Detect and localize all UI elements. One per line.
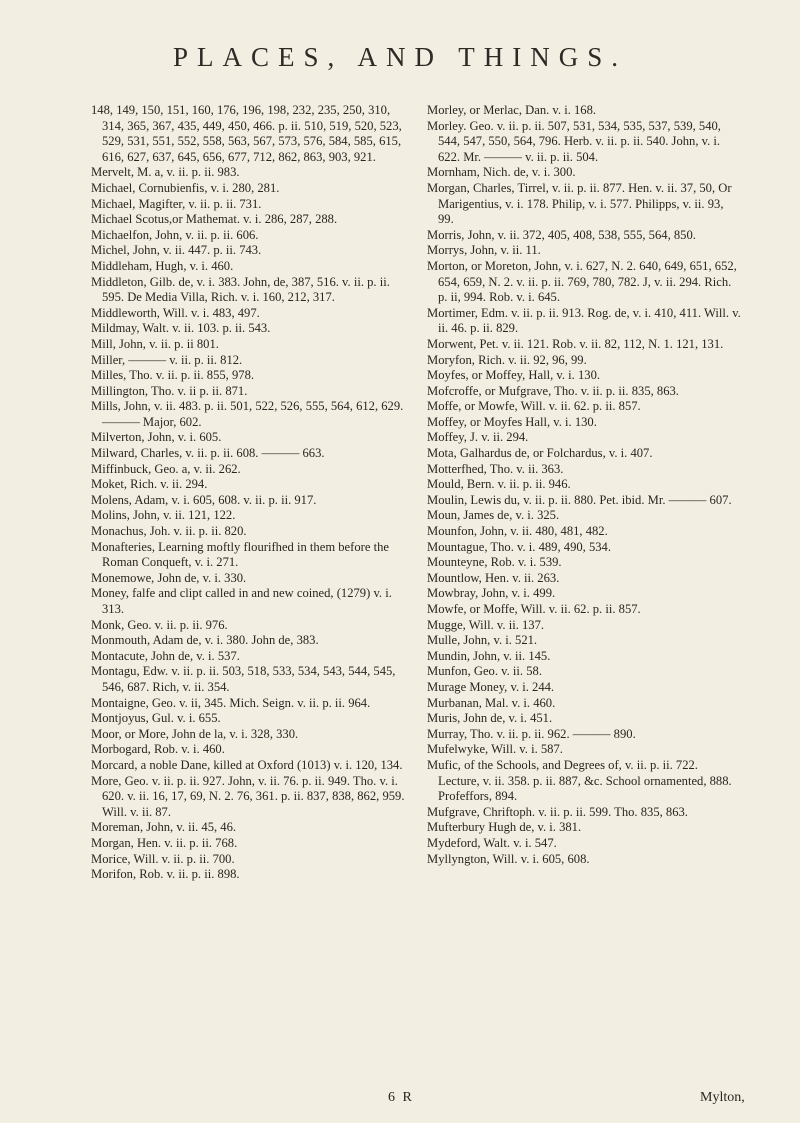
index-entry: Montjoyus, Gul. v. i. 655. — [91, 711, 221, 726]
index-entry: Mufic, of the Schools, and Degrees of, v. ii. p. ii. 722. Lecture, v. ii. 358. p. ii. 887, &c. School ornamented, 888. Profeffors, 894. — [427, 757, 732, 804]
index-entry: Miller, ——— v. ii. p. ii. 812. — [91, 352, 243, 367]
index-entry: Motterfhed, Tho. v. ii. 363. — [427, 461, 564, 476]
index-entry: Mould, Bern. v. ii. p. ii. 946. — [427, 477, 571, 492]
index-entry: Montagu, Edw. v. ii. p. ii. 503, 518, 533, 534, 543, 544, 545, 546, 687. Rich, v. ii. 354. — [91, 664, 396, 694]
signature-mark: 6 R — [388, 1090, 414, 1105]
index-entry: Mota, Galhardus de, or Folchardus, v. i. 407. — [427, 446, 653, 461]
index-entry: Michael Scotus,or Mathemat. v. i. 286, 287, 288. — [91, 212, 338, 227]
index-entry: Miffinbuck, Geo. a, v. ii. 262. — [91, 461, 241, 476]
index-entry: Morifon, Rob. v. ii. p. ii. 898. — [91, 867, 240, 882]
index-entry: Michaelfon, John, v. ii. p. ii. 606. — [91, 227, 259, 242]
index-entry: Mufgrave, Chriftoph. v. ii. p. ii. 599. Tho. 835, 863. — [427, 804, 688, 819]
index-entry: Millington, Tho. v. ii p. ii. 871. — [91, 383, 248, 398]
index-entry: Monmouth, Adam de, v. i. 380. John de, 383. — [91, 633, 319, 648]
index-entry: Mugge, Will. v. ii. 137. — [427, 617, 545, 632]
index-entry: Morwent, Pet. v. ii. 121. Rob. v. ii. 82, 112, N. 1. 121, 131. — [427, 336, 724, 351]
page-header: PLACES, AND THINGS. — [172, 42, 628, 72]
index-entry: Milward, Charles, v. ii. p. ii. 608. ——— 663. — [91, 446, 325, 461]
index-entry: Monk, Geo. v. ii. p. ii. 976. — [91, 617, 228, 632]
index-entry: Morgan, Charles, Tirrel, v. ii. p. ii. 877. Hen. v. ii. 37, 50, Or Marigentius, v. i. 178. Philip, v. i. 577. Philipps, v. ii. 93, 99. — [427, 180, 732, 227]
index-entry: Moffey, or Moyfes Hall, v. i. 130. — [427, 414, 597, 429]
index-entry: Moulin, Lewis du, v. ii. p. ii. 880. Pet. ibid. Mr. ——— 607. — [427, 492, 732, 507]
left-column — [91, 103, 405, 883]
index-entry: Molins, John, v. ii. 121, 122. — [91, 508, 236, 523]
index-entry: Moor, or More, John de la, v. i. 328, 330. — [91, 726, 299, 741]
index-entry: Morrys, John, v. ii. 11. — [427, 243, 541, 258]
index-entry: Morgan, Hen. v. ii. p. ii. 768. — [91, 835, 238, 850]
index-entry: Morcard, a noble Dane, killed at Oxford (1013) v. i. 120, 134. — [91, 757, 403, 772]
index-entry: Mildmay, Walt. v. ii. 103. p. ii. 543. — [91, 321, 271, 336]
index-entry: Mill, John, v. ii. p. ii 801. — [91, 336, 219, 351]
index-entry: Molens, Adam, v. i. 605, 608. v. ii. p. ii. 917. — [91, 492, 317, 507]
index-entry: Morice, Will. v. ii. p. ii. 700. — [91, 851, 235, 866]
index-entry: Mervelt, M. a, v. ii. p. ii. 983. — [91, 165, 240, 180]
right-column — [427, 103, 741, 883]
index-entry: Mounteyne, Rob. v. i. 539. — [427, 555, 562, 570]
index-entry: Middleworth, Will. v. i. 483, 497. — [91, 305, 260, 320]
index-entry: Mofcroffe, or Mufgrave, Tho. v. ii. p. ii. 835, 863. — [427, 383, 679, 398]
index-entry: Monachus, Joh. v. ii. p. ii. 820. — [91, 524, 247, 539]
index-entry: Morley. Geo. v. ii. p. ii. 507, 531, 534, 535, 537, 539, 540, 544, 547, 550, 564, 796. Herb. v. ii. p. ii. 540. John, v. i. 622. Mr. ——— v. ii. p. ii. 504. — [427, 118, 721, 164]
index-entry: Morton, or Moreton, John, v. i. 627, N. 2. 640, 649, 651, 652, 654, 659, N. 2. v. ii. p. ii. 769, 780, 782. J, v. ii. 294. Rich. p. ii, 994. Rob. v. i. 645. — [427, 258, 737, 305]
index-entry: Money, falfe and clipt called in and new coined, (1279) v. i. 313. — [91, 586, 392, 616]
index-entry: Mundin, John, v. ii. 145. — [427, 648, 551, 663]
index-entry: Montacute, John de, v. i. 537. — [91, 648, 240, 663]
index-entry: Murage Money, v. i. 244. — [427, 679, 555, 694]
index-entry: More, Geo. v. ii. p. ii. 927. John, v. ii. 76. p. ii. 949. Tho. v. i. 620. v. ii. 16, 17, 69, N. 2. 76, 361. p. ii. 837, 838, 862, 959. Will. v. ii. 87. — [91, 773, 405, 819]
index-entry: Milverton, John, v. i. 605. — [91, 430, 222, 445]
index-entry: Michael, Cornubienfis, v. i. 280, 281. — [91, 180, 280, 195]
index-entry: Moket, Rich. v. ii. 294. — [91, 477, 208, 492]
index-entry: Milles, Tho. v. ii. p. ii. 855, 978. — [91, 368, 255, 383]
index-entry: Montaigne, Geo. v. ii, 345. Mich. Seign. v. ii. p. ii. 964. — [91, 695, 371, 710]
index-entry: Mounfon, John, v. ii. 480, 481, 482. — [427, 524, 608, 539]
index-entry: Moffe, or Mowfe, Will. v. ii. 62. p. ii. 857. — [427, 399, 641, 414]
index-entry: Mufterbury Hugh de, v. i. 381. — [427, 820, 582, 835]
index-columns — [91, 103, 741, 883]
index-entry: Michael, Magifter, v. ii. p. ii. 731. — [91, 196, 262, 211]
catchword: Mylton, — [700, 1090, 745, 1105]
index-entry: Monafteries, Learning moftly flourifhed in them before the Roman Conqueft, v. i. 271. — [91, 539, 389, 570]
index-entry: Murray, Tho. v. ii. p. ii. 962. ——— 890. — [427, 726, 636, 741]
index-entry: Morbogard, Rob. v. i. 460. — [91, 742, 225, 757]
index-entry: Mills, John, v. ii. 483. p. ii. 501, 522, 526, 555, 564, 612, 629. ——— Major, 602. — [91, 399, 404, 429]
index-entry: Moffey, J. v. ii. 294. — [427, 430, 529, 445]
index-entry: Mornham, Nich. de, v. i. 300. — [427, 165, 576, 180]
index-entry: Murbanan, Mal. v. i. 460. — [427, 695, 556, 710]
index-entry: 148, 149, 150, 151, 160, 176, 196, 198, 232, 235, 250, 310, 314, 365, 367, 435, 449, 450, 466. p. ii. 510, 519, 520, 523, 529, 531, 551, 552, 558, 563, 567, 573, 576, 584, 585, 615, 616, 627, 637, 645, 656, 677, 712, 862, 863, 903, 921. — [91, 103, 402, 164]
index-entry: Moreman, John, v. ii. 45, 46. — [91, 820, 237, 835]
index-entry: Moryfon, Rich. v. ii. 92, 96, 99. — [427, 352, 587, 367]
index-entry: Mortimer, Edm. v. ii. p. ii. 913. Rog. de, v. i. 410, 411. Will. v. ii. 46. p. ii. 829. — [427, 305, 741, 336]
index-entry: Mowbray, John, v. i. 499. — [427, 586, 556, 601]
index-entry: Michel, John, v. ii. 447. p. ii. 743. — [91, 243, 262, 258]
index-entry: Moyfes, or Moffey, Hall, v. i. 130. — [427, 368, 601, 383]
index-entry: Morris, John, v. ii. 372, 405, 408, 538, 555, 564, 850. — [427, 227, 696, 242]
index-entry: Moun, James de, v. i. 325. — [427, 508, 560, 523]
index-entry: Myllyngton, Will. v. i. 605, 608. — [427, 851, 590, 866]
index-entry: Middleham, Hugh, v. i. 460. — [91, 258, 234, 273]
index-entry: Muris, John de, v. i. 451. — [427, 711, 553, 726]
index-entry: Morley, or Merlac, Dan. v. i. 168. — [427, 103, 597, 117]
index-entry: Monemowe, John de, v. i. 330. — [91, 570, 247, 585]
index-entry: Mulle, John, v. i. 521. — [427, 633, 538, 648]
index-entry: Mydeford, Walt. v. i. 547. — [427, 835, 557, 850]
index-entry: Mountlow, Hen. v. ii. 263. — [427, 570, 560, 585]
index-entry: Mountague, Tho. v. i. 489, 490, 534. — [427, 539, 611, 554]
index-entry: Mowfe, or Moffe, Will. v. ii. 62. p. ii. 857. — [427, 602, 641, 616]
index-entry: Middleton, Gilb. de, v. i. 383. John, de, 387, 516. v. ii. p. ii. 595. De Media Villa, Rich. v. i. 160, 212, 317. — [91, 274, 390, 305]
index-entry: Mufelwyke, Will. v. i. 587. — [427, 742, 563, 757]
index-entry: Munfon, Geo. v. ii. 58. — [427, 664, 542, 679]
